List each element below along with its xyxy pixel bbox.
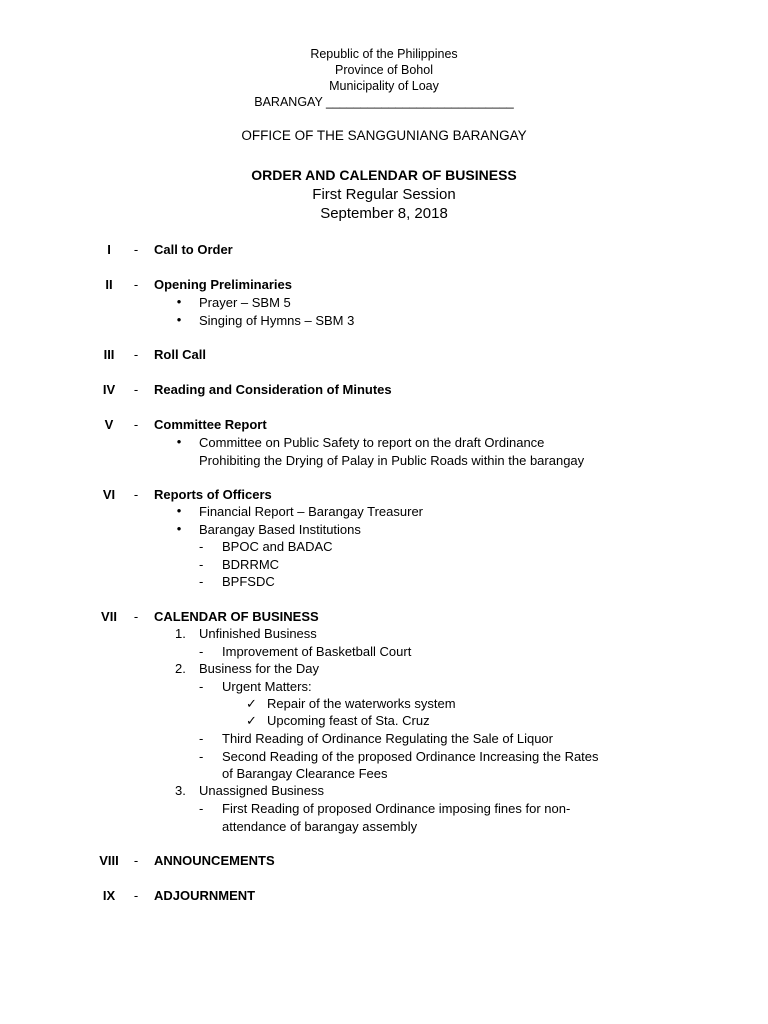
list-item: Unfinished Business — [199, 626, 317, 641]
agenda-number: IX — [102, 888, 116, 903]
check-list-item: Repair of the waterworks system — [267, 696, 456, 711]
check-icon: ✓ — [246, 713, 257, 728]
dash-icon: - — [133, 382, 139, 397]
bullet-icon: • — [176, 434, 182, 449]
session-name: First Regular Session — [312, 186, 456, 203]
dash-icon: - — [133, 888, 139, 903]
sub-list-item: BPFSDC — [222, 574, 275, 589]
letterhead — [0, 46, 768, 110]
sub-list-item: Second Reading of the proposed Ordinance Increasing the Rates — [222, 749, 599, 764]
agenda-number: VII — [101, 609, 117, 624]
dash-icon: - — [199, 679, 204, 694]
dash-icon: - — [133, 242, 139, 257]
barangay-line: BARANGAY ___________________________ — [254, 95, 514, 109]
agenda-heading: CALENDAR OF BUSINESS — [154, 609, 319, 624]
agenda-heading: Roll Call — [154, 347, 207, 362]
agenda-number: II — [105, 277, 113, 292]
dash-icon: - — [199, 557, 204, 572]
document-title-block — [0, 166, 768, 223]
dash-icon: - — [199, 749, 204, 764]
list-item: Business for the Day — [199, 661, 319, 676]
municipality-line: Municipality of Loay — [329, 79, 439, 93]
agenda-number: I — [107, 242, 111, 257]
province-line: Province of Bohol — [335, 63, 433, 77]
agenda-number: VIII — [99, 853, 119, 868]
sub-list-item: Third Reading of Ordinance Regulating the Sale of Liquor — [222, 731, 553, 746]
dash-icon: - — [199, 539, 204, 554]
bullet-icon: • — [176, 312, 182, 327]
dash-icon: - — [133, 853, 139, 868]
dash-icon: - — [133, 487, 139, 502]
list-item: Barangay Based Institutions — [199, 522, 361, 537]
dash-icon: - — [133, 347, 139, 362]
agenda-heading: Reports of Officers — [154, 487, 272, 502]
dash-icon: - — [133, 277, 139, 292]
dash-icon: - — [133, 417, 139, 432]
republic-line: Republic of the Philippines — [310, 47, 458, 61]
agenda-number: VI — [102, 487, 116, 502]
sub-list-item: First Reading of proposed Ordinance imposing fines for non- — [222, 801, 571, 816]
dash-icon: - — [199, 644, 204, 659]
bullet-icon: • — [176, 521, 182, 536]
check-icon: ✓ — [246, 696, 257, 711]
agenda-heading: Call to Order — [154, 242, 233, 257]
list-item-continuation: Prohibiting the Drying of Palay in Public Roads within the barangay — [199, 453, 585, 468]
agenda-number: V — [104, 417, 114, 432]
list-item: Prayer – SBM 5 — [199, 295, 291, 310]
agenda-heading: Opening Preliminaries — [154, 277, 292, 292]
sub-list-item: BDRRMC — [222, 557, 280, 572]
sub-list-item-continuation: of Barangay Clearance Fees — [222, 766, 388, 781]
agenda-number: IV — [102, 382, 116, 397]
dash-icon: - — [199, 731, 204, 746]
office-title: OFFICE OF THE SANGGUNIANG BARANGAY — [241, 128, 527, 143]
agenda-heading: ADJOURNMENT — [154, 888, 256, 903]
list-number: 2. — [175, 661, 186, 676]
sub-list-item: BPOC and BADAC — [222, 539, 333, 554]
bullet-icon: • — [176, 294, 182, 309]
list-item: Singing of Hymns – SBM 3 — [199, 313, 355, 328]
list-number: 1. — [175, 626, 186, 641]
bullet-icon: • — [176, 503, 182, 518]
sub-list-item: Improvement of Basketball Court — [222, 644, 412, 659]
check-list-item: Upcoming feast of Sta. Cruz — [267, 713, 430, 728]
sub-list-item: Urgent Matters: — [222, 679, 312, 694]
list-item: Unassigned Business — [199, 783, 325, 798]
dash-icon: - — [133, 609, 139, 624]
agenda-number: III — [103, 347, 115, 362]
agenda-heading: ANNOUNCEMENTS — [154, 853, 275, 868]
sub-list-item-continuation: attendance of barangay assembly — [222, 819, 418, 834]
dash-icon: - — [199, 801, 204, 816]
document-title: ORDER AND CALENDAR OF BUSINESS — [251, 167, 517, 183]
agenda-heading: Reading and Consideration of Minutes — [154, 382, 392, 397]
session-date: September 8, 2018 — [320, 205, 448, 222]
list-number: 3. — [175, 783, 186, 798]
list-item: Financial Report – Barangay Treasurer — [199, 504, 424, 519]
dash-icon: - — [199, 574, 204, 589]
list-item: Committee on Public Safety to report on the draft Ordinance — [199, 435, 545, 450]
agenda-heading: Committee Report — [154, 417, 267, 432]
